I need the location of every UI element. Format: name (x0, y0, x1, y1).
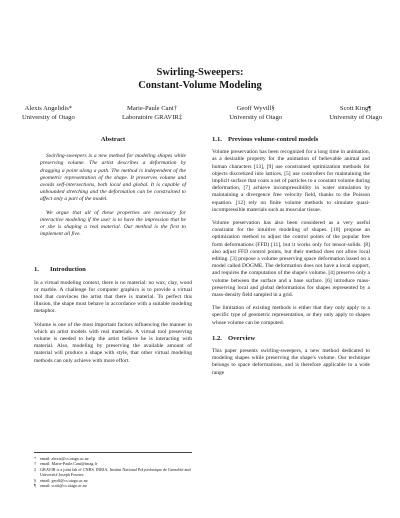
author-list (22, 104, 382, 122)
section-title: Introduction (50, 266, 86, 274)
footnote (34, 483, 192, 488)
author-block (122, 104, 182, 122)
paper-title (0, 66, 400, 92)
section-number: 1.2. (212, 334, 222, 342)
body-paragraph: The limitation of existing methods is either that they only apply to a specific type of geometric representation, or they only apply to shapes whose volume can be computed. (212, 305, 370, 326)
footnote-mark: § (34, 477, 37, 483)
author-affiliation: University of Otago (329, 114, 382, 121)
body-paragraph: Volume preservation has been recognized for a long time in animation, as a desirable property for the animation of believable animal and human characters [13], [9] use constrained optimization methods for objects discretized into lattices, [5] use controllers for maintaining the implicit surface that coats a set of particles to a constant volume during deformation, [7] achieve incompressibility in water simulation by maintaining a divergence free velocity field, thanks to the Poisson equation. [12] rely on finite volume methods to simulate quasi-incompressible materials such as muscular tissue. (212, 149, 370, 213)
footnote-text: email: scott@cs.otago.ac.nz (40, 483, 87, 489)
footnote-mark: ¶ (34, 483, 36, 489)
section-number: 1. (34, 266, 39, 274)
author-name: Geoff Wyvill§ (236, 105, 275, 112)
footnotes (34, 452, 192, 488)
author-name: Scott King¶ (339, 105, 372, 112)
abstract-body (34, 153, 192, 238)
section-number: 1.1. (212, 136, 222, 143)
body-paragraph: Volume is one of the most important factors influencing the manner in which an artist models with real materials. A virtual tool preserving volume is needed to help the artist believe he is interacting with material. Also, modeling by preserving the available amount of material will produce a shape with style, that other virtual modeling methods can only achieve with more effort. (34, 321, 192, 364)
body-paragraph: This paper presents swirling-sweepers, a new method dedicated to modeling shapes while preserving the shape's volume. Our technique belongs to space deformations, and is therefore applicable to a wide range (212, 348, 370, 376)
section-heading-introduction (34, 266, 192, 273)
right-column (212, 136, 370, 383)
footnote-mark: † (34, 461, 37, 467)
body-paragraph: Volume preservation has also been considered as a very useful constraint for the intuitive modeling of shapes. [10] propose an optimization method to adjust the control points of the popular free form deformations (FFD) [11], but it works only for tensor-solids. [8] also adjust FFD control points, but their method does not allow local editing. [3] propose a volume preserving space deformation based on a model called DOGME. The deformation does not have a local support, and requires the computation of the shape's volume. [4] preserve only a volume between the surface and a base surface. [6] introduce mass-preserving local and global deformations for shapes represented by a mass-density field sampled in a grid. (212, 220, 370, 299)
title-line-2: Constant-Volume Modeling (138, 80, 262, 91)
author-affiliation: University of Otago (229, 114, 283, 121)
section-title: Previous volume-control models (228, 136, 319, 143)
footnote (34, 467, 192, 478)
author-affiliation: University of Otago (22, 114, 75, 121)
author-block (22, 104, 75, 122)
title-line-1: Swirling-Sweepers: (156, 67, 244, 78)
footnote-text: email: geoff@cs.otago.ac.nz (40, 477, 88, 483)
author-name: Marie-Paule Cani† (127, 105, 178, 112)
section-heading-overview (212, 335, 370, 342)
author-name: Alexis Angelidis* (24, 105, 73, 112)
abstract-heading: Abstract (100, 136, 126, 143)
author-block (229, 104, 282, 122)
section-heading-previous-models (212, 136, 370, 143)
body-paragraph: In a virtual modeling context, there is no material: no wax, clay, wood or marble. A challenge for computer graphics is to provide a virtual tool that convinces the artist that there is material. To perfect this illusion, the shape must behave in accordance with a suitable modeling metaphor. (34, 279, 192, 315)
footnote-mark: ‡ (34, 466, 37, 472)
abstract-paragraph: We argue that all of these properties are necessary for interactive modeling if the user is to have the impression that he or she is shaping a real material. Our method is the first to implement all five. (40, 209, 186, 238)
footnote-text: GRAVIR is a joint lab of CNRS, INRIA, Institut National Polytechnique de Grenoble and Université Joseph Fourier. (40, 466, 191, 478)
footnote-text: email: alexis@cs.otago.ac.nz (40, 456, 89, 461)
author-block (329, 104, 382, 122)
footnote-text: email: Marie-Paule.Cani@imag.fr (40, 461, 98, 467)
abstract-paragraph: Swirling-sweepers is a new method for modeling shapes while preserving volume. The artist describes a deformation by dragging a point along a path. The method is independent of the geometric representation of the shape. It preserves volume and avoids self-intersections, both local and global. It is capable of unbounded stretching and the deformation can be constrained to affect only a part of the model. (40, 153, 186, 203)
section-title: Overview (228, 334, 256, 342)
author-affiliation: Laboratoire GRAVIR‡ (121, 114, 183, 121)
left-column (34, 136, 192, 371)
footnote-mark: * (34, 456, 37, 461)
